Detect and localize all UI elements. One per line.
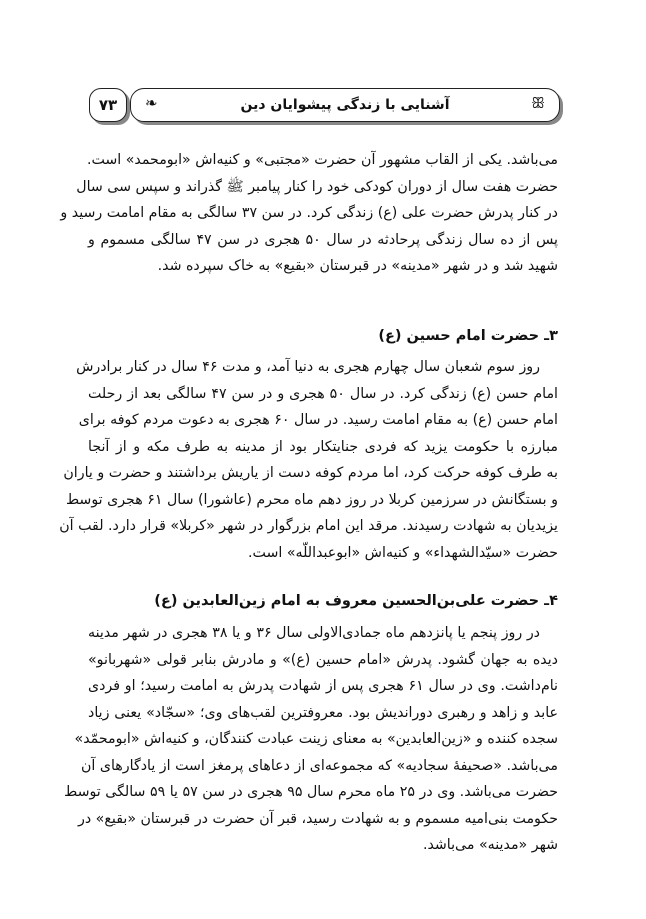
- text-line: حضرت هفت سال از دوران کودکی خود را کنار پیامبر ﷺ گذراند و سپس سی سال: [76, 178, 558, 195]
- section-3-body: [59, 354, 558, 566]
- text-line: پس از ده سال زندگی پرحادثه در سال ۵۰ هجری در سن ۴۷ سالگی مسموم و: [88, 231, 558, 248]
- ornament-right-icon: ꕥ: [531, 94, 545, 112]
- paragraph-1: [60, 147, 558, 280]
- text-line: حضرت «سیّدالشهداء» و کنیه‌اش «ابوعبداللّه» است.: [248, 544, 558, 561]
- section-3-heading: ۳ـ حضرت امام حسین (ع): [378, 328, 558, 344]
- text-line: روز سوم شعبان سال چهارم هجری به دنیا آمد، و مدت ۴۶ سال در کنار برادرش: [76, 359, 540, 375]
- text-line: عابد و زاهد و رهبری دوراندیش بود. معروفترین لقب‌های وی؛ «سجّاد» یعنی زیاد: [88, 704, 558, 721]
- text-line: در روز پنجم یا پانزدهم ماه جمادی‌الاولی سال ۳۶ و یا ۳۸ هجری در شهر مدینه: [88, 625, 540, 641]
- text-line: می‌باشد. «صحیفهٔ سجادیه» که مجموعه‌ای از دعاهای پرمغز است از یادگارهای آن: [81, 757, 558, 774]
- text-line: در کنار پدرش حضرت علی (ع) زندگی کرد. در سن ۳۷ سالگی به مقام امامت رسید و: [60, 205, 558, 221]
- text-line: حکومت بنی‌امیه مسموم و به شهادت رسید، قبر آن حضرت در قبرستان «بقیع» در: [78, 810, 558, 827]
- text-line: یزیدیان به شهادت رسیدند. مرقد این امام بزرگوار در شهر «کربلا» قرار دارد. لقب آن: [59, 518, 558, 534]
- text-line: نام‌داشت. وی در سال ۶۱ هجری پس از شهادت پدرش به امامت رسید؛ او فردی: [88, 678, 558, 694]
- text-line: امام حسن (ع) به مقام امامت رسید. در سال ۶۰ هجری به دعوت مردم کوفه برای: [78, 412, 558, 428]
- page-number: ۷۳: [98, 96, 118, 114]
- running-header: [130, 88, 560, 122]
- text-line: می‌باشد. یکی از القاب مشهور آن حضرت «مجتبی» و کنیه‌اش «ابومحمد» است.: [86, 152, 558, 168]
- text-line: دیده به جهان گشود. پدرش «امام حسین (ع)» و مادرش بنابر قولی «شهربانو»: [88, 651, 558, 668]
- running-title: آشنایی با زندگی پیشوایان دین: [240, 97, 450, 113]
- text-line: حضرت می‌باشد. وی در ۲۵ ماه محرم سال ۹۵ هجری در سن ۵۷ یا ۵۹ سالگی توسط: [64, 784, 558, 800]
- text-line: شهر «مدینه» می‌باشد.: [422, 837, 558, 853]
- text-line: به طرف کوفه حرکت کرد، اما مردم کوفه دست از یاریش برداشتند و حضرت و یاران: [63, 465, 558, 481]
- page-number-box: [89, 88, 127, 122]
- text-line: شهید شد و در شهر «مدینه» در قبرستان «بقیع» به خاک سپرده شد.: [157, 258, 558, 274]
- ornament-left-icon: ❧: [145, 94, 158, 112]
- section-4-heading: ۴ـ حضرت علی‌بن‌الحسین معروف به امام زین‌العابدین (ع): [154, 593, 558, 609]
- text-line: و بستگانش در سرزمین کربلا در روز دهم ماه محرم (عاشورا) سال ۶۱ هجری توسط: [65, 491, 558, 508]
- text-line: امام حسن (ع) زندگی کرد. در سال ۵۰ هجری و در سن ۴۷ سالگی بعد از رحلت: [88, 385, 558, 402]
- section-4-body: [64, 620, 558, 859]
- text-line: سجده کننده و «زین‌العابدین» به معنای زینت عبادت کنندگان، و کنیه‌اش «ابومحمّد»: [74, 731, 558, 747]
- text-line: مبارزه با حکومت یزید که فردی جنایتکار بود از مدینه به طرف مکه و از آنجا: [88, 438, 558, 455]
